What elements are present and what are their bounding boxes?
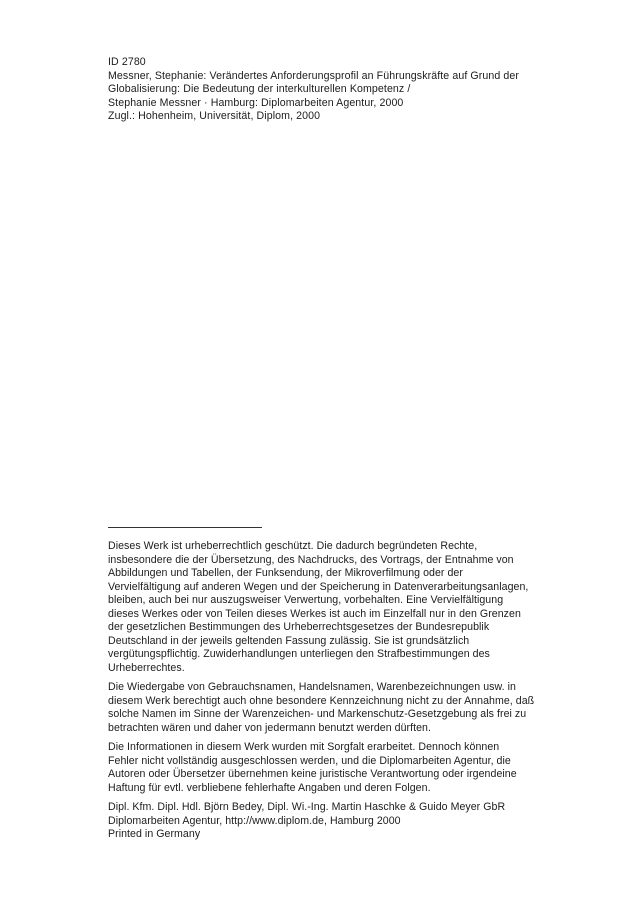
disclaimer-line: Fehler nicht vollständig ausgeschlossen werden, und die Diplomarbeiten Agentur, die: [108, 754, 511, 767]
copyright-line: Abbildungen und Tabellen, der Funksendung, der Mikroverfilmung oder der: [108, 567, 463, 579]
copyright-line: Dieses Werk ist urheberrechtlich geschützt. Die dadurch begründeten Rechte,: [108, 540, 478, 552]
trademark-line: Die Wiedergabe von Gebrauchsnamen, Handelsnamen, Warenbezeichnungen usw. in: [108, 681, 516, 693]
copyright-line: Vervielfältigung auf anderen Wegen und der Speicherung in Datenverarbeitungsanlagen,: [108, 580, 529, 593]
disclaimer-line: Autoren oder Übersetzer übernehmen keine juristische Verantwortung oder irgendeine: [108, 768, 517, 780]
trademark-line: diesem Werk berechtigt auch ohne besondere Kennzeichnung nicht zu der Annahme, daß: [108, 694, 535, 707]
publisher-agency-url: Diplomarbeiten Agentur, http://www.diplom.de, Hamburg 2000: [108, 814, 401, 827]
publisher-paragraph: [108, 801, 608, 842]
record-title-line-2: Globalisierung: Die Bedeutung der interkulturellen Kompetenz /: [108, 83, 411, 96]
copyright-line: bleiben, auch bei nur auszugsweiser Verwertung, vorbehalten. Eine Vervielfältigung: [108, 594, 504, 606]
record-thesis-note: Zugl.: Hohenheim, Universität, Diplom, 2000: [108, 110, 321, 123]
copyright-line: dieses Werkes oder von Teilen dieses Werkes ist auch im Einzelfall nur in den Grenzen: [108, 607, 521, 620]
record-author-publisher: Stephanie Messner · Hamburg: Diplomarbeiten Agentur, 2000: [108, 96, 404, 109]
bibliographic-record: [108, 56, 608, 124]
trademark-line: solche Namen im Sinne der Warenzeichen- und Markenschutz-Gesetzgebung als frei zu: [108, 708, 527, 720]
printed-in: Printed in Germany: [108, 828, 201, 840]
trademark-paragraph: [108, 681, 608, 735]
record-title-line-1: Messner, Stephanie: Verändertes Anforderungsprofil an Führungskräfte auf Grund der: [108, 69, 520, 82]
legal-notice: [108, 540, 608, 848]
copyright-line: insbesondere die der Übersetzung, des Nachdrucks, des Vortrags, der Entnahme von: [108, 553, 514, 566]
record-id: ID 2780: [108, 56, 146, 68]
copyright-line: der gesetzlichen Bestimmungen des Urheberrechtsgesetzes der Bundesrepublik: [108, 621, 490, 633]
disclaimer-line: Die Informationen in diesem Werk wurden mit Sorgfalt erarbeitet. Dennoch können: [108, 741, 500, 753]
copyright-paragraph: [108, 540, 608, 675]
publisher-names: Dipl. Kfm. Dipl. Hdl. Björn Bedey, Dipl. Wi.-Ing. Martin Haschke & Guido Meyer GbR: [108, 801, 506, 813]
copyright-line: Deutschland in der jeweils geltenden Fassung zulässig. Sie ist grundsätzlich: [108, 634, 470, 647]
copyright-line: vergütungspflichtig. Zuwiderhandlungen unterliegen den Strafbestimmungen des: [108, 648, 490, 660]
disclaimer-line: Haftung für evtl. verbliebene fehlerhafte Angaben und deren Folgen.: [108, 781, 431, 794]
disclaimer-paragraph: [108, 741, 608, 795]
separator-rule: [108, 527, 262, 528]
copyright-line: Urheberrechtes.: [108, 661, 185, 674]
trademark-line: betrachten wären und daher von jedermann benutzt werden dürften.: [108, 721, 431, 734]
